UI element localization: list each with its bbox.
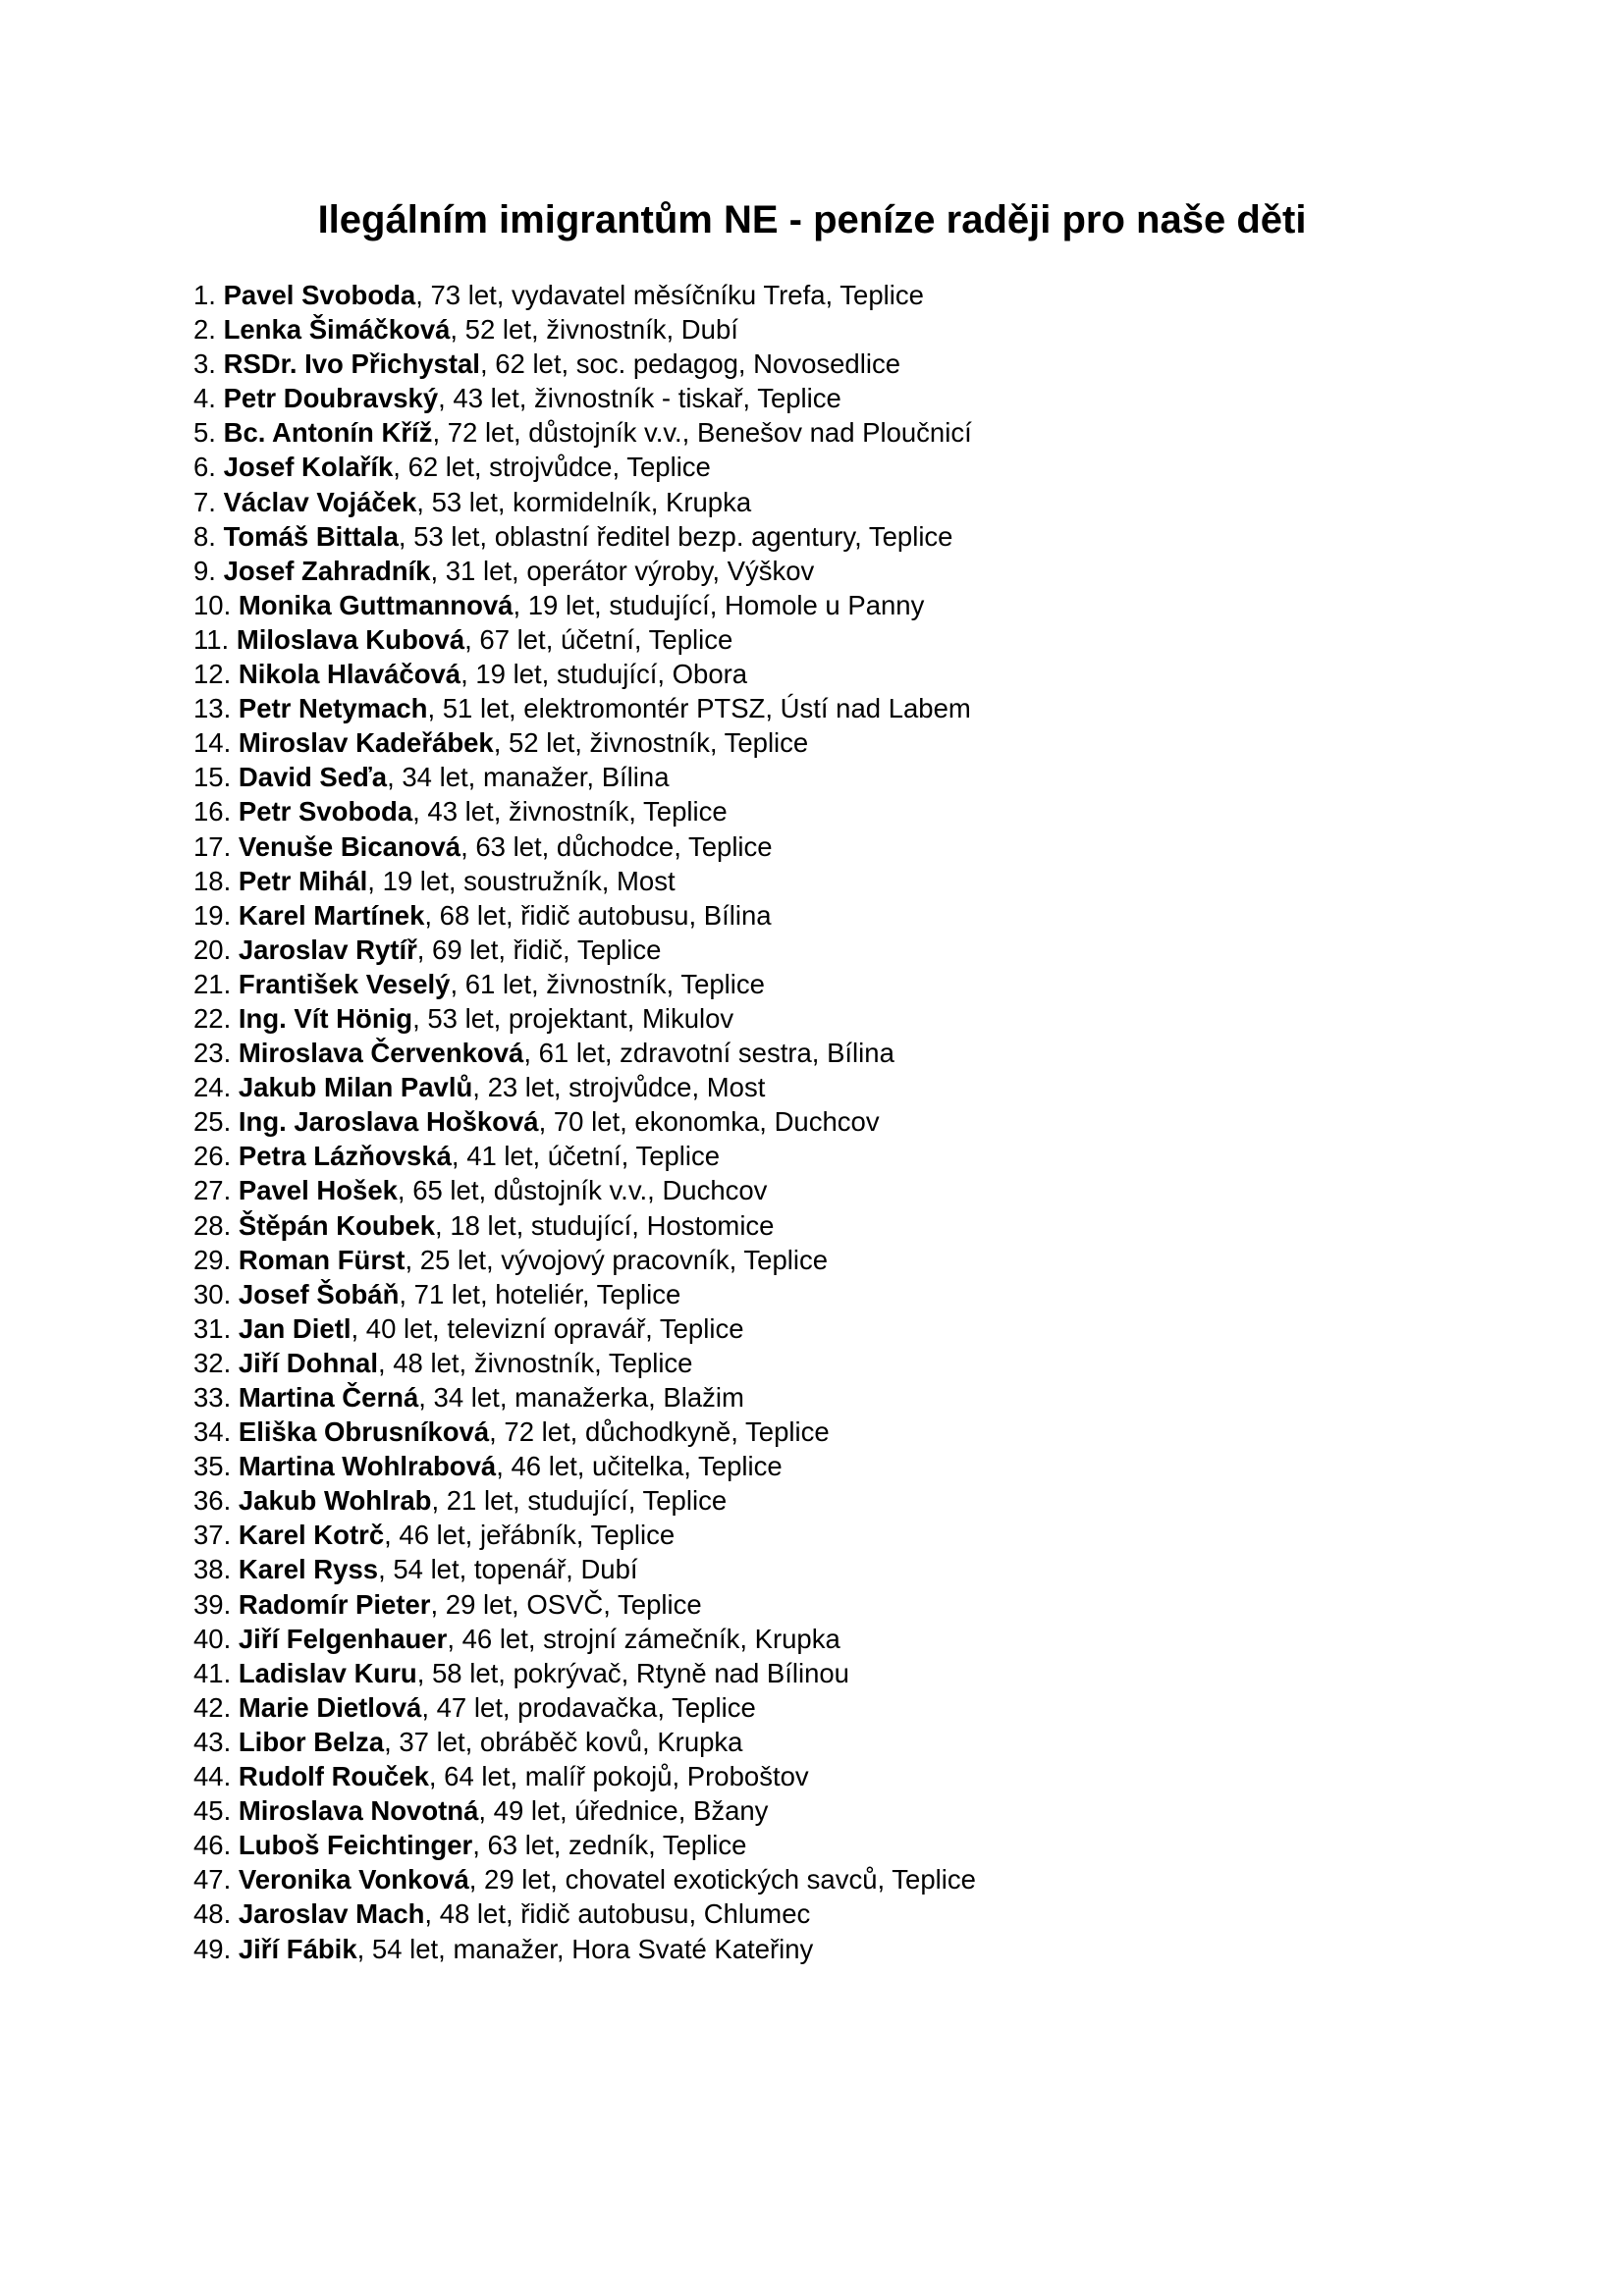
candidate-details: , 61 let, živnostník, Teplice bbox=[450, 968, 765, 999]
candidate-name: Monika Guttmannová bbox=[238, 589, 514, 620]
candidate-item bbox=[193, 1139, 976, 1173]
candidate-number: 30. bbox=[193, 1278, 232, 1309]
candidate-details: , 31 let, operátor výroby, Výškov bbox=[430, 555, 815, 586]
candidate-name: Pavel Svoboda bbox=[223, 280, 416, 310]
candidate-details: , 61 let, zdravotní sestra, Bílina bbox=[523, 1038, 894, 1069]
candidate-item bbox=[193, 1036, 976, 1070]
candidate-details: , 52 let, živnostník, Teplice bbox=[493, 727, 809, 759]
candidate-item bbox=[193, 1725, 976, 1759]
candidate-number: 14. bbox=[193, 727, 232, 759]
candidate-number: 37. bbox=[193, 1520, 232, 1551]
candidate-item bbox=[193, 1622, 976, 1656]
candidate-item bbox=[193, 1587, 976, 1622]
candidate-number: 8. bbox=[193, 520, 216, 552]
candidate-name: RSDr. Ivo Přichystal bbox=[223, 348, 480, 380]
candidate-number: 21. bbox=[193, 968, 232, 999]
candidate-item bbox=[193, 1759, 976, 1793]
candidate-item bbox=[193, 1690, 976, 1725]
candidate-item bbox=[193, 1828, 976, 1862]
candidate-name: Jaroslav Rytíř bbox=[238, 934, 417, 965]
candidate-item bbox=[193, 1346, 976, 1380]
candidate-item bbox=[193, 1518, 976, 1552]
candidate-item bbox=[193, 1243, 976, 1277]
candidate-item bbox=[193, 1449, 976, 1483]
candidate-name: Karel Martínek bbox=[238, 899, 425, 931]
candidate-details: , 21 let, studující, Teplice bbox=[431, 1485, 728, 1517]
candidate-number: 44. bbox=[193, 1761, 232, 1792]
candidate-number: 1. bbox=[193, 280, 216, 310]
candidate-details: , 72 let, důstojník v.v., Benešov nad Ploučnicí bbox=[432, 417, 972, 449]
candidate-name: Nikola Hlaváčová bbox=[238, 659, 461, 690]
candidate-details: , 65 let, důstojník v.v., Duchcov bbox=[397, 1175, 768, 1206]
candidate-details: , 40 let, televizní opravář, Teplice bbox=[351, 1312, 744, 1344]
candidate-name: Petr Netymach bbox=[238, 693, 428, 724]
candidate-name: Ladislav Kuru bbox=[238, 1657, 417, 1688]
candidate-item bbox=[193, 1862, 976, 1896]
candidate-item bbox=[193, 278, 976, 312]
candidate-details: , 19 let, studující, Obora bbox=[460, 659, 748, 690]
candidate-number: 25. bbox=[193, 1106, 232, 1138]
candidate-details: , 70 let, ekonomka, Duchcov bbox=[538, 1106, 880, 1138]
candidate-details: , 41 let, účetní, Teplice bbox=[451, 1141, 721, 1172]
candidate-item bbox=[193, 1656, 976, 1690]
candidate-number: 5. bbox=[193, 417, 216, 449]
document-title: Ilegálním imigrantům NE - peníze raději pro naše děti bbox=[317, 198, 1307, 241]
candidate-name: Miroslava Novotná bbox=[238, 1795, 479, 1827]
candidate-number: 16. bbox=[193, 796, 232, 828]
candidate-item bbox=[193, 691, 976, 725]
candidate-item bbox=[193, 829, 976, 864]
candidate-item bbox=[193, 1070, 976, 1104]
candidate-number: 45. bbox=[193, 1795, 232, 1827]
candidate-details: , 63 let, zedník, Teplice bbox=[472, 1830, 747, 1861]
candidate-item bbox=[193, 967, 976, 1001]
candidate-details: , 72 let, důchodkyně, Teplice bbox=[489, 1416, 830, 1448]
candidate-details: , 34 let, manažer, Bílina bbox=[387, 762, 670, 793]
candidate-name: Josef Zahradník bbox=[223, 555, 431, 586]
candidate-item bbox=[193, 381, 976, 415]
candidate-name: Petr Doubravský bbox=[223, 383, 439, 414]
candidate-number: 40. bbox=[193, 1623, 232, 1654]
candidate-item bbox=[193, 1173, 976, 1207]
candidate-details: , 18 let, studující, Hostomice bbox=[435, 1209, 775, 1241]
candidate-number: 19. bbox=[193, 899, 232, 931]
candidate-details: , 29 let, OSVČ, Teplice bbox=[430, 1588, 702, 1620]
candidate-name: Josef Kolařík bbox=[223, 452, 394, 483]
candidate-name: Václav Vojáček bbox=[223, 486, 417, 517]
candidate-name: Lenka Šimáčková bbox=[223, 314, 451, 346]
candidate-name: Jaroslav Mach bbox=[238, 1898, 425, 1930]
candidate-details: , 46 let, učitelka, Teplice bbox=[496, 1451, 783, 1482]
candidate-number: 27. bbox=[193, 1175, 232, 1206]
candidate-details: , 53 let, oblastní ředitel bezp. agentury, Teplice bbox=[398, 520, 953, 552]
candidate-item bbox=[193, 1001, 976, 1036]
candidate-item bbox=[193, 1311, 976, 1346]
candidate-number: 20. bbox=[193, 934, 232, 965]
candidate-details: , 23 let, strojvůdce, Most bbox=[472, 1072, 766, 1103]
candidate-details: , 34 let, manažerka, Blažim bbox=[418, 1382, 744, 1413]
candidate-number: 39. bbox=[193, 1588, 232, 1620]
candidate-number: 32. bbox=[193, 1347, 232, 1378]
candidate-number: 46. bbox=[193, 1830, 232, 1861]
candidate-item bbox=[193, 622, 976, 657]
candidate-number: 6. bbox=[193, 452, 216, 483]
candidate-number: 4. bbox=[193, 383, 216, 414]
candidate-details: , 29 let, chovatel exotických savců, Teplice bbox=[468, 1864, 976, 1896]
candidate-name: Eliška Obrusníková bbox=[238, 1416, 490, 1448]
candidate-number: 42. bbox=[193, 1691, 232, 1723]
candidate-details: , 53 let, kormidelník, Krupka bbox=[416, 486, 752, 517]
candidate-item bbox=[193, 864, 976, 898]
candidate-number: 49. bbox=[193, 1933, 232, 1964]
candidate-name: Karel Ryss bbox=[238, 1554, 379, 1585]
candidate-number: 34. bbox=[193, 1416, 232, 1448]
candidate-number: 29. bbox=[193, 1244, 232, 1275]
candidate-name: Rudolf Rouček bbox=[238, 1761, 429, 1792]
candidate-number: 13. bbox=[193, 693, 232, 724]
candidate-details: , 43 let, živnostník, Teplice bbox=[412, 796, 728, 828]
candidate-number: 11. bbox=[193, 623, 230, 655]
candidate-number: 3. bbox=[193, 348, 216, 380]
candidate-details: , 62 let, soc. pedagog, Novosedlice bbox=[479, 348, 900, 380]
candidate-number: 26. bbox=[193, 1141, 232, 1172]
candidate-item bbox=[193, 794, 976, 828]
candidate-item bbox=[193, 760, 976, 794]
candidate-item bbox=[193, 657, 976, 691]
candidate-item bbox=[193, 554, 976, 588]
candidate-item bbox=[193, 588, 976, 622]
candidate-item bbox=[193, 1552, 976, 1586]
candidate-number: 36. bbox=[193, 1485, 232, 1517]
candidate-number: 18. bbox=[193, 865, 232, 896]
candidate-details: , 48 let, řidič autobusu, Chlumec bbox=[424, 1898, 811, 1930]
candidate-details: , 67 let, účetní, Teplice bbox=[464, 623, 733, 655]
candidate-details: , 46 let, strojní zámečník, Krupka bbox=[447, 1623, 840, 1654]
candidate-details: , 62 let, strojvůdce, Teplice bbox=[393, 452, 711, 483]
candidate-item bbox=[193, 1208, 976, 1243]
candidate-name: Josef Šobáň bbox=[238, 1278, 400, 1309]
candidate-name: Karel Kotrč bbox=[238, 1520, 385, 1551]
candidate-name: Miroslav Kadeřábek bbox=[238, 727, 494, 759]
candidate-number: 38. bbox=[193, 1554, 232, 1585]
candidate-number: 2. bbox=[193, 314, 216, 346]
candidate-number: 41. bbox=[193, 1657, 232, 1688]
candidate-name: Libor Belza bbox=[238, 1726, 385, 1757]
candidate-name: Veronika Vonková bbox=[238, 1864, 469, 1896]
candidate-details: , 19 let, studující, Homole u Panny bbox=[513, 589, 925, 620]
candidate-number: 24. bbox=[193, 1072, 232, 1103]
candidate-list bbox=[193, 278, 976, 1966]
candidate-number: 15. bbox=[193, 762, 232, 793]
candidate-item bbox=[193, 898, 976, 933]
candidate-number: 35. bbox=[193, 1451, 232, 1482]
candidate-item bbox=[193, 519, 976, 554]
candidate-details: , 64 let, malíř pokojů, Proboštov bbox=[428, 1761, 809, 1792]
candidate-number: 33. bbox=[193, 1382, 232, 1413]
candidate-item bbox=[193, 1793, 976, 1828]
candidate-name: Petr Mihál bbox=[238, 865, 368, 896]
candidate-details: , 46 let, jeřábník, Teplice bbox=[384, 1520, 676, 1551]
candidate-item bbox=[193, 1104, 976, 1139]
candidate-details: , 69 let, řidič, Teplice bbox=[416, 934, 662, 965]
candidate-details: , 68 let, řidič autobusu, Bílina bbox=[424, 899, 772, 931]
candidate-item bbox=[193, 725, 976, 760]
candidate-details: , 43 let, živnostník - tiskař, Teplice bbox=[438, 383, 841, 414]
candidate-name: Jakub Wohlrab bbox=[238, 1485, 432, 1517]
candidate-name: František Veselý bbox=[238, 968, 451, 999]
candidate-name: Tomáš Bittala bbox=[223, 520, 399, 552]
candidate-number: 7. bbox=[193, 486, 216, 517]
candidate-name: Roman Fürst bbox=[238, 1244, 406, 1275]
candidate-item bbox=[193, 1277, 976, 1311]
candidate-details: , 49 let, úřednice, Bžany bbox=[478, 1795, 769, 1827]
candidate-name: Petra Lázňovská bbox=[238, 1141, 452, 1172]
candidate-number: 9. bbox=[193, 555, 216, 586]
candidate-item bbox=[193, 485, 976, 519]
candidate-name: Marie Dietlová bbox=[238, 1691, 422, 1723]
candidate-item bbox=[193, 312, 976, 347]
candidate-details: , 63 let, důchodce, Teplice bbox=[460, 830, 773, 862]
candidate-item bbox=[193, 1932, 976, 1966]
candidate-details: , 73 let, vydavatel měsíčníku Trefa, Teplice bbox=[415, 280, 924, 310]
candidate-item bbox=[193, 450, 976, 484]
candidate-name: Luboš Feichtinger bbox=[238, 1830, 473, 1861]
candidate-details: , 52 let, živnostník, Dubí bbox=[450, 314, 738, 346]
candidate-name: Ing. Jaroslava Hošková bbox=[238, 1106, 539, 1138]
candidate-details: , 19 let, soustružník, Most bbox=[367, 865, 676, 896]
candidate-details: , 54 let, manažer, Hora Svaté Kateřiny bbox=[356, 1933, 814, 1964]
candidate-name: Ing. Vít Hönig bbox=[238, 1002, 413, 1034]
candidate-number: 10. bbox=[193, 589, 232, 620]
candidate-number: 12. bbox=[193, 659, 232, 690]
candidate-details: , 53 let, projektant, Mikulov bbox=[412, 1002, 734, 1034]
candidate-name: Jiří Felgenhauer bbox=[238, 1623, 448, 1654]
candidate-item bbox=[193, 1483, 976, 1518]
candidate-name: Bc. Antonín Kříž bbox=[223, 417, 433, 449]
candidate-item bbox=[193, 415, 976, 450]
candidate-name: Jiří Fábik bbox=[238, 1933, 357, 1964]
candidate-details: , 48 let, živnostník, Teplice bbox=[377, 1347, 693, 1378]
candidate-name: Pavel Hošek bbox=[238, 1175, 398, 1206]
candidate-details: , 51 let, elektromontér PTSZ, Ústí nad Labem bbox=[427, 693, 971, 724]
candidate-name: Martina Černá bbox=[238, 1382, 419, 1413]
candidate-details: , 47 let, prodavačka, Teplice bbox=[421, 1691, 756, 1723]
candidate-number: 47. bbox=[193, 1864, 232, 1896]
candidate-item bbox=[193, 933, 976, 967]
candidate-name: Miloslava Kubová bbox=[236, 623, 465, 655]
candidate-number: 31. bbox=[193, 1312, 232, 1344]
candidate-details: , 58 let, pokrývač, Rtyně nad Bílinou bbox=[416, 1657, 849, 1688]
candidate-number: 28. bbox=[193, 1209, 232, 1241]
candidate-item bbox=[193, 347, 976, 381]
candidate-name: Radomír Pieter bbox=[238, 1588, 431, 1620]
candidate-name: David Seďa bbox=[238, 762, 388, 793]
candidate-name: Petr Svoboda bbox=[238, 796, 413, 828]
candidate-name: Štěpán Koubek bbox=[238, 1209, 436, 1241]
candidate-item bbox=[193, 1415, 976, 1449]
candidate-details: , 71 let, hoteliér, Teplice bbox=[399, 1278, 681, 1309]
candidate-number: 23. bbox=[193, 1038, 232, 1069]
candidate-name: Jiří Dohnal bbox=[238, 1347, 378, 1378]
candidate-details: , 37 let, obráběč kovů, Krupka bbox=[384, 1726, 743, 1757]
candidate-number: 22. bbox=[193, 1002, 232, 1034]
candidate-name: Venuše Bicanová bbox=[238, 830, 461, 862]
candidate-details: , 54 let, topenář, Dubí bbox=[378, 1554, 638, 1585]
candidate-details: , 25 let, vývojový pracovník, Teplice bbox=[405, 1244, 829, 1275]
candidate-number: 48. bbox=[193, 1898, 232, 1930]
candidate-item bbox=[193, 1380, 976, 1415]
candidate-name: Jan Dietl bbox=[238, 1312, 352, 1344]
candidate-name: Miroslava Červenková bbox=[238, 1038, 524, 1069]
candidate-item bbox=[193, 1896, 976, 1931]
candidate-number: 43. bbox=[193, 1726, 232, 1757]
candidate-number: 17. bbox=[193, 830, 232, 862]
candidate-name: Jakub Milan Pavlů bbox=[238, 1072, 473, 1103]
candidate-name: Martina Wohlrabová bbox=[238, 1451, 497, 1482]
